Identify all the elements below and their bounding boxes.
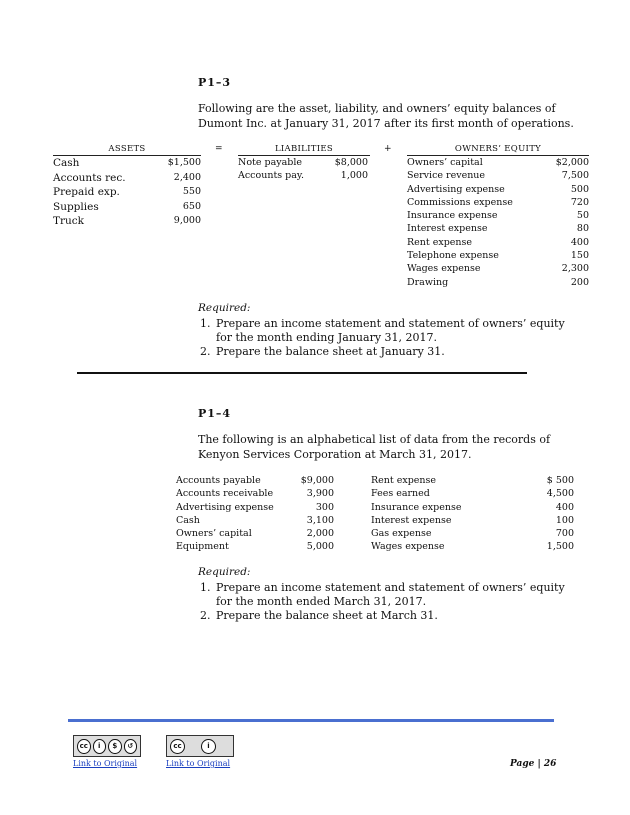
footer-rule [68, 719, 554, 722]
problem-heading-p1-3: P1–3 [198, 76, 232, 89]
asset-label: Supplies [53, 200, 99, 213]
data-label: Accounts receivable [176, 488, 274, 500]
required-label: Required: [198, 302, 251, 314]
asset-row [53, 214, 201, 229]
requirement-text: Prepare an income statement and statement of owners’ equity [216, 581, 565, 594]
plus-sign: + [384, 144, 392, 154]
cc-icon: cc [170, 739, 185, 754]
asset-row [53, 156, 201, 171]
requirement-number: 1. [200, 317, 211, 330]
requirement-number: 2. [200, 345, 211, 358]
assets-list [53, 156, 201, 229]
equity-label: Commissions expense [407, 196, 513, 208]
equity-label: Insurance expense [407, 210, 498, 222]
data-label: Rent expense [371, 475, 437, 486]
liability-label: Accounts pay. [238, 170, 305, 182]
data-value: $9,000 [300, 475, 334, 486]
cc-by-nc-sa-license-badge[interactable] [73, 735, 141, 757]
data-value: 300 [315, 501, 334, 513]
equity-label: Owners’ capital [407, 157, 483, 168]
equity-row [407, 209, 589, 222]
problem-intro-line: The following is an alphabetical list of data from the records of [198, 433, 551, 446]
data-value: 400 [555, 501, 574, 513]
requirement-text: Prepare the balance sheet at January 31. [216, 345, 445, 358]
data-row [176, 474, 334, 487]
cc-by-license-badge[interactable] [166, 735, 234, 757]
assets-header: ASSETS [53, 144, 201, 156]
problem-intro-line: Dumont Inc. at January 31, 2017 after its first month of operations. [198, 117, 574, 130]
data-row [371, 474, 574, 487]
link-to-original[interactable]: Link to Original [166, 759, 231, 768]
by-icon: i [93, 739, 107, 754]
problem-intro-line: Kenyon Services Corporation at March 31, 2017. [198, 448, 472, 461]
equity-label: Wages expense [407, 263, 481, 275]
sa-icon: ↺ [124, 739, 138, 754]
asset-value: 650 [182, 200, 201, 212]
data-label: Insurance expense [371, 501, 462, 513]
equity-label: Advertising expense [407, 183, 505, 195]
link-to-original[interactable]: Link to Original [73, 759, 138, 768]
liability-row [238, 156, 368, 169]
requirement-text: for the month ended March 31, 2017. [216, 595, 427, 608]
by-icon-wrap [187, 739, 230, 754]
equity-value: 150 [570, 250, 589, 262]
asset-row [53, 200, 201, 215]
liability-row [238, 169, 368, 182]
equity-value: 80 [576, 223, 589, 235]
requirement-text: Prepare the balance sheet at March 31. [216, 609, 438, 622]
liability-value: 1,000 [340, 170, 368, 182]
data-row [371, 540, 574, 553]
page-number: Page | 26 [510, 759, 557, 769]
asset-label: Accounts rec. [53, 171, 126, 184]
equity-list [407, 156, 589, 289]
equity-row [407, 262, 589, 275]
asset-value: $1,500 [167, 157, 201, 168]
equity-row [407, 249, 589, 262]
data-value: 5,000 [306, 541, 334, 553]
data-row [176, 487, 334, 500]
equity-value: 500 [570, 183, 589, 195]
asset-label: Cash [53, 157, 80, 169]
cc-icon: cc [77, 739, 91, 754]
equity-value: 720 [570, 196, 589, 208]
data-label: Fees earned [371, 488, 430, 500]
data-row [176, 514, 334, 527]
requirement-number: 1. [200, 581, 211, 594]
requirement-text: for the month ending January 31, 2017. [216, 331, 438, 344]
nc-icon: $ [108, 739, 122, 754]
equity-row [407, 276, 589, 289]
owners-equity-header: OWNERS’ EQUITY [407, 144, 589, 156]
asset-row [53, 171, 201, 186]
data-row [176, 540, 334, 553]
data-label: Accounts payable [176, 475, 261, 486]
liabilities-header: LIABILITIES [238, 144, 370, 156]
equity-value: 200 [570, 276, 589, 288]
data-label: Cash [176, 514, 200, 526]
asset-row [53, 185, 201, 200]
required-label: Required: [198, 566, 251, 578]
equity-row [407, 236, 589, 249]
data-value: 700 [555, 528, 574, 540]
equity-label: Telephone expense [407, 250, 499, 262]
equity-label: Drawing [407, 276, 449, 288]
data-row [176, 527, 334, 540]
asset-value: 550 [182, 186, 201, 197]
data-value: 2,000 [306, 528, 334, 540]
asset-label: Truck [53, 215, 85, 227]
equity-value: 50 [576, 210, 589, 222]
data-row [176, 501, 334, 514]
equity-value: 400 [570, 236, 589, 248]
data-value: 3,100 [306, 514, 334, 526]
liabilities-list [238, 156, 368, 183]
equity-value: 7,500 [561, 170, 589, 182]
data-label: Interest expense [371, 514, 452, 526]
data-value: 1,500 [546, 541, 574, 553]
data-row [371, 514, 574, 527]
data-row [371, 487, 574, 500]
equity-row [407, 222, 589, 235]
equity-label: Service revenue [407, 170, 486, 182]
equity-value: $2,000 [555, 157, 589, 168]
asset-value: 9,000 [173, 215, 201, 226]
data-row [371, 501, 574, 514]
data-label: Wages expense [371, 541, 445, 553]
problem-intro-line: Following are the asset, liability, and owners’ equity balances of [198, 102, 556, 115]
requirement-number: 2. [200, 609, 211, 622]
data-value: 3,900 [306, 488, 334, 500]
section-divider [77, 372, 527, 374]
equity-row [407, 156, 589, 169]
problem-heading-p1-4: P1–4 [198, 407, 232, 420]
data-label: Owners’ capital [176, 528, 252, 540]
equity-row [407, 196, 589, 209]
data-label: Equipment [176, 541, 229, 553]
equity-value: 2,300 [561, 263, 589, 275]
data-value: 100 [555, 514, 574, 526]
data-value: 4,500 [546, 488, 574, 500]
equity-label: Rent expense [407, 236, 473, 248]
data-label: Advertising expense [176, 501, 274, 513]
liability-label: Note payable [238, 157, 303, 168]
data-value: $ 500 [546, 475, 574, 486]
asset-value: 2,400 [173, 171, 201, 183]
by-icon: i [201, 739, 216, 754]
data-list-right [371, 474, 574, 554]
equity-label: Interest expense [407, 223, 488, 235]
equity-row [407, 183, 589, 196]
data-list-left [176, 474, 334, 554]
equity-row [407, 169, 589, 182]
data-row [371, 527, 574, 540]
liability-value: $8,000 [334, 157, 368, 168]
equals-sign: = [215, 144, 223, 154]
asset-label: Prepaid exp. [53, 186, 120, 198]
requirement-text: Prepare an income statement and statement of owners’ equity [216, 317, 565, 330]
data-label: Gas expense [371, 528, 432, 540]
